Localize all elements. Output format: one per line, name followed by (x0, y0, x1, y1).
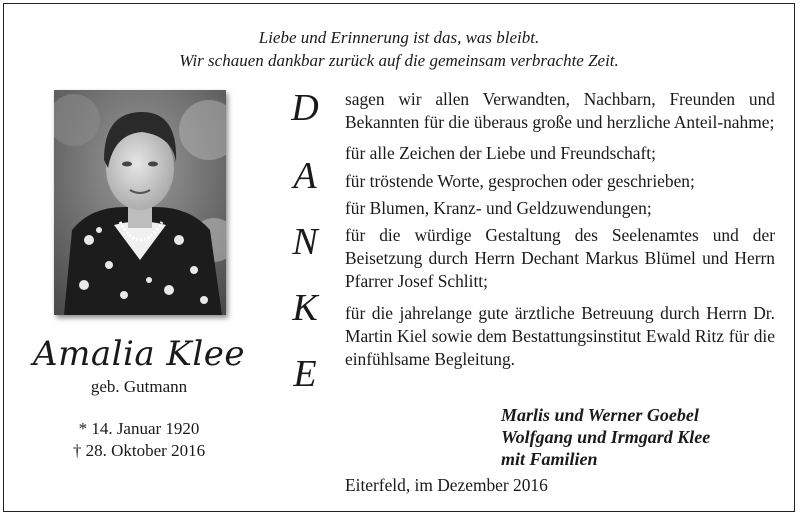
danke-letter-d: D (291, 87, 319, 129)
family-signature (501, 404, 710, 470)
thanks-entry-general: sagen wir allen Verwandten, Nachbarn, Freunden und Bekannten für die überaus große und herzliche Anteil-nahme; (345, 89, 775, 133)
danke-letter-n: N (292, 221, 318, 263)
thanks-entry-funeral: für die würdige Gestaltung des Seelenamtes und der Beisetzung durch Herrn Dechant Markus Blümel und Herrn Pfarrer Josef Schlitt; (345, 225, 775, 292)
birth-name: geb. Gutmann (90, 377, 188, 396)
motto-line-2: Wir schauen dankbar zurück auf die gemeinsam verbrachte Zeit. (179, 51, 619, 70)
danke-letter-a: A (293, 155, 317, 197)
thanks-entry-love: für alle Zeichen der Liebe und Freundschaft; (345, 143, 656, 164)
motto-line-1: Liebe und Erinnerung ist das, was bleibt. (258, 28, 540, 47)
thanks-entry-flowers: für Blumen, Kranz- und Geldzuwendungen; (345, 197, 652, 218)
thanks-entry-words: für tröstende Worte, gesprochen oder geschrieben; (345, 170, 695, 191)
deceased-info (19, 334, 259, 462)
motto (4, 26, 794, 72)
obituary-card (3, 3, 795, 512)
deceased-name: Amalia Klee (33, 334, 245, 374)
thanks-entry-care: für die jahrelange gute ärztliche Betreuung durch Herrn Dr. Martin Kiel sowie dem Bestattungsinstitut Ewald Ritz für die einfühlsame Begleitung. (345, 302, 775, 370)
life-dates (19, 418, 259, 462)
danke-letter-e: E (293, 353, 317, 395)
place-and-date: Eiterfeld, im Dezember 2016 (345, 475, 548, 495)
portrait-photo (54, 90, 226, 315)
death-date: † 28. Oktober 2016 (72, 441, 206, 460)
family-line-2: Wolfgang und Irmgard Klee (501, 427, 711, 447)
thanks-list (345, 88, 775, 379)
danke-letter-k: K (292, 287, 318, 329)
family-line-3: mit Familien (501, 449, 598, 469)
family-line-1: Marlis und Werner Goebel (501, 405, 699, 425)
birth-date: * 14. Januar 1920 (78, 419, 200, 438)
